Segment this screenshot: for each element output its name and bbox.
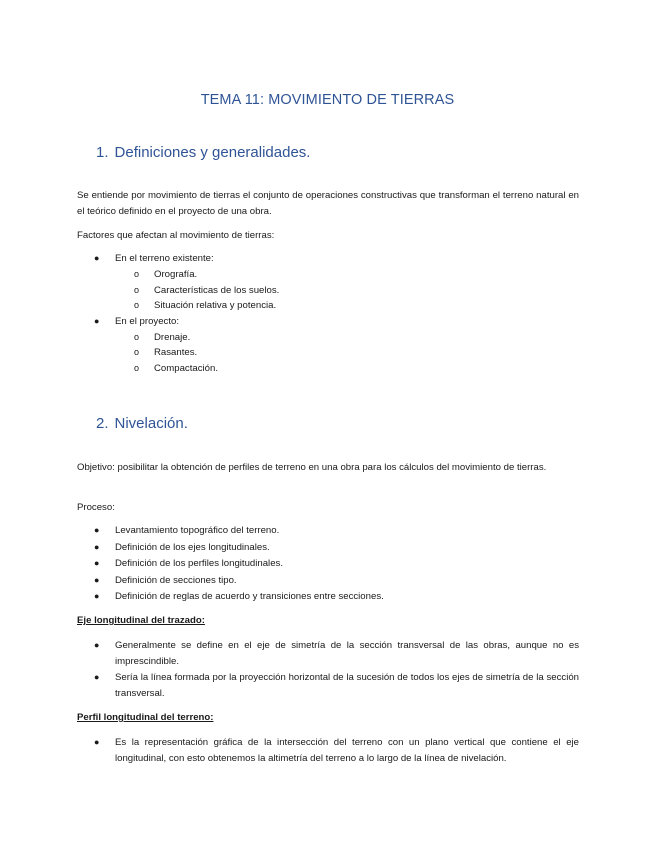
document-title: TEMA 11: MOVIMIENTO DE TIERRAS <box>200 92 455 108</box>
factor-item: Características de los suelos. <box>154 285 280 296</box>
process-item: Levantamiento topográfico del terreno. <box>115 525 280 536</box>
factor-item: Rasantes. <box>154 347 198 358</box>
axis-heading <box>77 613 579 629</box>
subbullet-icon: o <box>134 269 140 279</box>
process-label: Proceso: <box>77 502 115 513</box>
factor-item: Drenaje. <box>154 332 191 343</box>
bullet-icon: ● <box>94 672 100 682</box>
section-1-title: Definiciones y generalidades. <box>114 144 311 161</box>
profile-item: Es la representación gráfica de la intersección del terreno con un plano vertical que contiene el eje longitudinal, con esto obtenemos la altimetría del terreno a lo largo de la línea de nivelación. <box>115 737 579 764</box>
subbullet-icon: o <box>134 347 140 357</box>
subbullet-icon: o <box>134 363 140 373</box>
bullet-icon: ● <box>94 737 100 747</box>
section-2-number: 2. <box>96 415 109 432</box>
axis-heading-text: Eje longitudinal del trazado: <box>77 615 205 626</box>
axis-item: Generalmente se define en el eje de simetría de la sección transversal de las obras, aunque no es imprescindible. <box>115 640 579 667</box>
subbullet-icon: o <box>134 300 140 310</box>
axis-item: Sería la línea formada por la proyección horizontal de la sucesión de todos los ejes de simetría de la sección transversal. <box>115 672 579 699</box>
profile-heading <box>77 710 579 726</box>
process-item: Definición de secciones tipo. <box>115 575 237 586</box>
subbullet-icon: o <box>134 285 140 295</box>
process-item: Definición de los perfiles longitudinales. <box>115 558 283 569</box>
objective-text: Objetivo: posibilitar la obtención de perfiles de terreno en una obra para los cálculos del movimiento de tierras. <box>77 462 547 473</box>
bullet-icon: ● <box>94 253 100 263</box>
bullet-icon: ● <box>94 575 100 585</box>
subbullet-icon: o <box>134 332 140 342</box>
factor-group-label: En el terreno existente: <box>115 253 214 264</box>
section-2-title: Nivelación. <box>114 415 188 432</box>
bullet-icon: ● <box>94 542 100 552</box>
bullet-icon: ● <box>94 591 100 601</box>
bullet-icon: ● <box>94 558 100 568</box>
bullet-icon: ● <box>94 640 100 650</box>
bullet-icon: ● <box>94 316 100 326</box>
factors-label: Factores que afectan al movimiento de tierras: <box>77 230 275 241</box>
section-2-heading <box>96 415 188 432</box>
factor-item: Situación relativa y potencia. <box>154 300 277 311</box>
process-item: Definición de reglas de acuerdo y transiciones entre secciones. <box>115 591 384 602</box>
section-1-intro: Se entiende por movimiento de tierras el conjunto de operaciones constructivas que transforman el terreno natural en el teórico definido en el proyecto de una obra. <box>77 190 579 217</box>
factor-group-label: En el proyecto: <box>115 316 179 327</box>
process-item: Definición de los ejes longitudinales. <box>115 542 270 553</box>
section-1-number: 1. <box>96 144 109 161</box>
factor-item: Compactación. <box>154 363 218 374</box>
factor-item: Orografía. <box>154 269 198 280</box>
bullet-icon: ● <box>94 525 100 535</box>
profile-heading-text: Perfil longitudinal del terreno: <box>77 712 214 723</box>
section-1-heading <box>96 144 310 161</box>
